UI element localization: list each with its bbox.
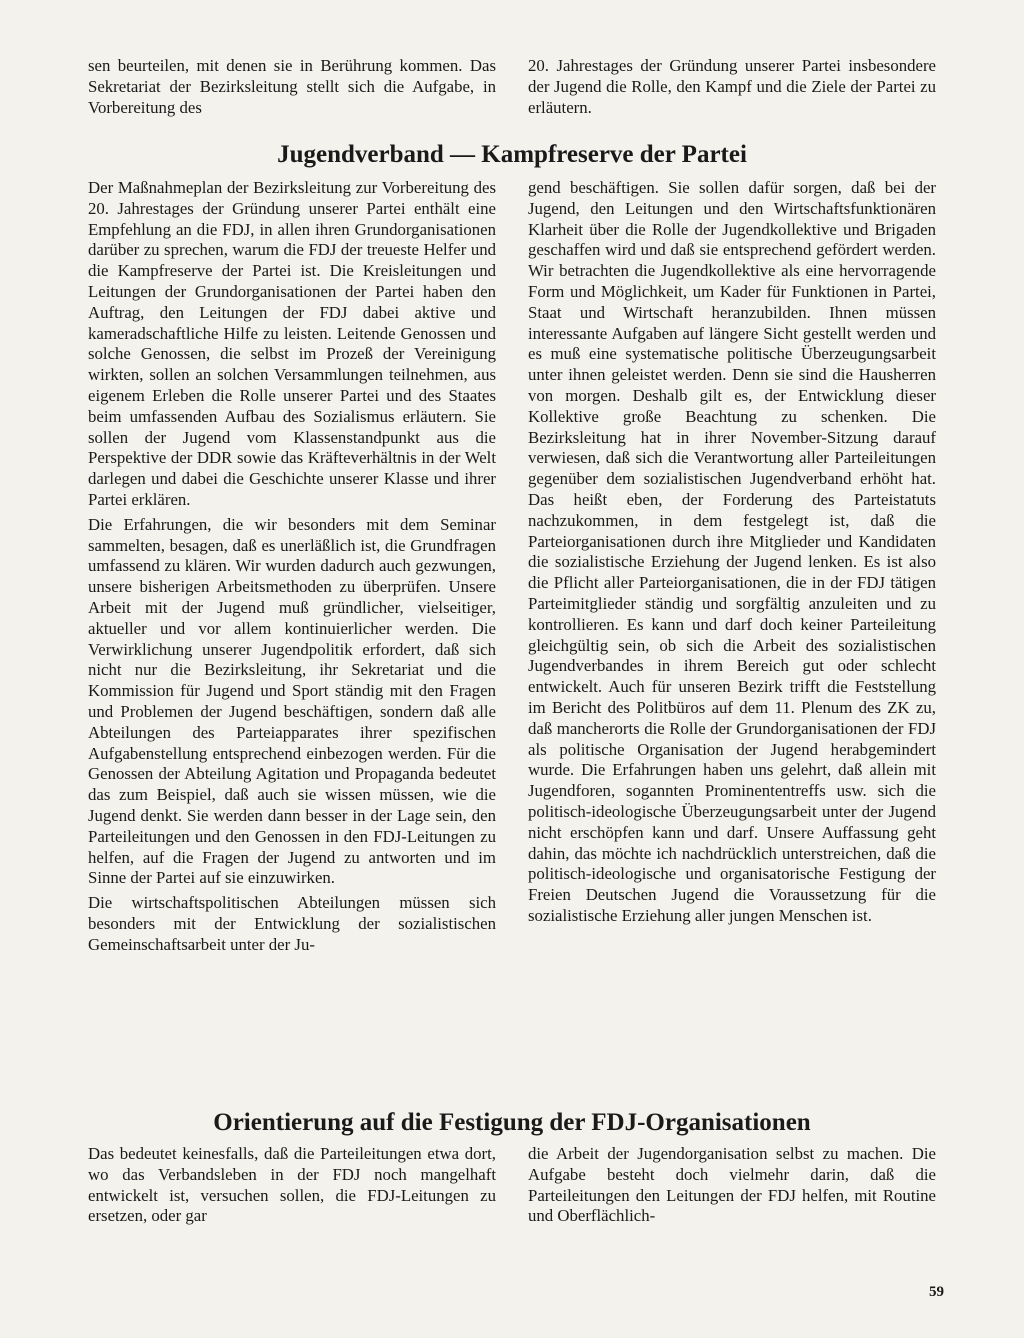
main-left-column [88,178,496,955]
top-left-column [88,56,496,118]
main-right-column [528,178,936,955]
paragraph: 20. Jahrestages der Gründung unserer Partei insbesondere der Jugend die Rolle, den Kampf und die Ziele der Partei zu erläutern. [528,56,936,117]
section-heading-jugendverband: Jugendverband — Kampfreserve der Partei [277,141,747,168]
paragraph: Die wirtschaftspolitischen Abteilungen müssen sich besonders mit der Entwicklung der sozialistischen Gemeinschaftsarbeit unter der Ju- [88,893,496,954]
paragraph: Die Erfahrungen, die wir besonders mit dem Seminar sammelten, besagen, daß es unerläßlich ist, die Grundfragen umfassend zu klären. Wir wurden dadurch auch gezwungen, unsere bisherigen Arbeitsmethoden zu überprüfen. Unsere Arbeit mit der Jugend muß gründlicher, vielseitiger, aktueller und vor allem kontinuierlicher werden. Die Verwirklichung unserer Jugendpolitik erfordert, daß sich nicht nur die Bezirksleitung, ihr Sekretariat und die Kommission für Jugend und Sport ständig mit den Fragen und Problemen der Jugend beschäftigen, sondern daß alle Abteilungen des Parteiapparates ihrer spezifischen Aufgabenstellung entsprechend einbezogen werden. Für die Genossen der Abteilung Agitation und Propaganda bedeutet das zum Beispiel, daß auch sie wissen müssen, wie die Jugend denkt. Sie werden dann besser in der Lage sein, den Parteileitungen und den Genossen in den FDJ-Leitungen zu helfen, auf die Fragen der Jugend zu antworten und im Sinne der Partei auf sie einzuwirken. [88,514,496,888]
top-text-block [88,56,936,118]
bottom-left-column [88,1144,496,1227]
paragraph: Das bedeutet keinesfalls, daß die Parteileitungen etwa dort, wo das Verbandsleben in der FDJ noch mangelhaft entwickelt ist, versuchen sollen, die FDJ-Leitungen zu ersetzen, oder gar [88,1144,496,1226]
page-number: 59 [929,1284,944,1300]
top-right-column [528,56,936,118]
paragraph: die Arbeit der Jugendorganisation selbst zu machen. Die Aufgabe besteht doch vielmehr darin, daß die Parteileitungen den Leitungen der FDJ helfen, mit Routine und Oberflächlich- [528,1144,936,1226]
section-heading-orientierung: Orientierung auf die Festigung der FDJ-Organisationen [213,1109,811,1136]
main-text-block [88,178,936,955]
bottom-text-block [88,1144,936,1227]
paragraph: Der Maßnahmeplan der Bezirksleitung zur Vorbereitung des 20. Jahrestages der Gründung unserer Partei enthält eine Empfehlung an die FDJ, in allen ihren Grundorganisationen darüber zu sprechen, warum die FDJ der treueste Helfer und die Kampfreserve der Partei ist. Die Kreisleitungen und Leitungen der Grundorganisationen der Partei haben den Auftrag, den Leitungen der FDJ dabei aktive und kameradschaftliche Hilfe zu leisten. Leitende Genossen und solche Genossen, die selbst im Prozeß der Vereinigung wirkten, sollen an solchen Versammlungen teilnehmen, aus eigenem Erleben die Rolle unserer Partei und des Staates beim umfassenden Aufbau des Sozialismus erläutern. Sie sollen der Jugend vom Klassenstandpunkt aus die Perspektive der DDR sowie das Kräfteverhältnis in der Welt darlegen und dabei die Geschichte unserer Klasse und ihrer Partei erklären. [88,178,496,509]
paragraph: gend beschäftigen. Sie sollen dafür sorgen, daß bei der Jugend, den Leitungen und den Wirtschaftsfunktionären Klarheit über die Rolle der Jugendkollektive und Brigaden geschaffen wird und daß sie entsprechend gefördert werden. Wir betrachten die Jugendkollektive als eine hervorragende Form und Möglichkeit, um Kader für Funktionen in Partei, Staat und Wirtschaft heranzubilden. Ihnen müssen interessante Aufgaben auf längere Sicht gestellt werden und es muß eine systematische politische Überzeugungsarbeit unter ihnen geleistet werden. Denn sie sind die Hausherren von morgen. Deshalb gilt es, der Entwicklung dieser Kollektive große Beachtung zu schenken. Die Bezirksleitung hat in ihrer November-Sitzung darauf verwiesen, daß sich die Verantwortung aller Parteileitungen gegenüber dem sozialistischen Jugendverband erhöht hat. Das heißt eben, der Forderung des Parteistatuts nachzukommen, in dem festgelegt ist, daß die Parteiorganisationen durch ihre Mitglieder und Kandidaten die sozialistische Erziehung der Jugend lenken. Es ist also die Pflicht aller Parteiorganisationen, die in der FDJ tätigen Parteimitglieder ständig und sorgfältig anzuleiten und zu kontrollieren. Es kann und darf doch keiner Parteileitung gleichgültig sein, ob sich die Arbeit des sozialistischen Jugendverbandes in ihrem Bereich gut oder schlecht entwickelt. Auch für unseren Bezirk trifft die Feststellung im Bericht des Politbüros auf dem 11. Plenum des ZK zu, daß mancherorts die Rolle der Grundorganisationen der FDJ als politische Organisation der Jugend herabgemindert wurde. Die Erfahrungen haben uns gelehrt, daß allein mit Jugendforen, sogannten Prominententreffs usw. sich die politisch-ideologische Überzeugungsarbeit unter der Jugend nicht erschöpfen kann und darf. Unsere Auffassung geht dahin, das möchte ich nachdrücklich unterstreichen, daß die politisch-ideologische und organisatorische Festigung der Freien Deutschen Jugend die Voraussetzung für die sozialistische Erziehung aller jungen Menschen ist. [528,178,936,925]
bottom-right-column [528,1144,936,1227]
paragraph: sen beurteilen, mit denen sie in Berührung kommen. Das Sekretariat der Bezirksleitung stellt sich die Aufgabe, in Vorbereitung des [88,56,496,117]
